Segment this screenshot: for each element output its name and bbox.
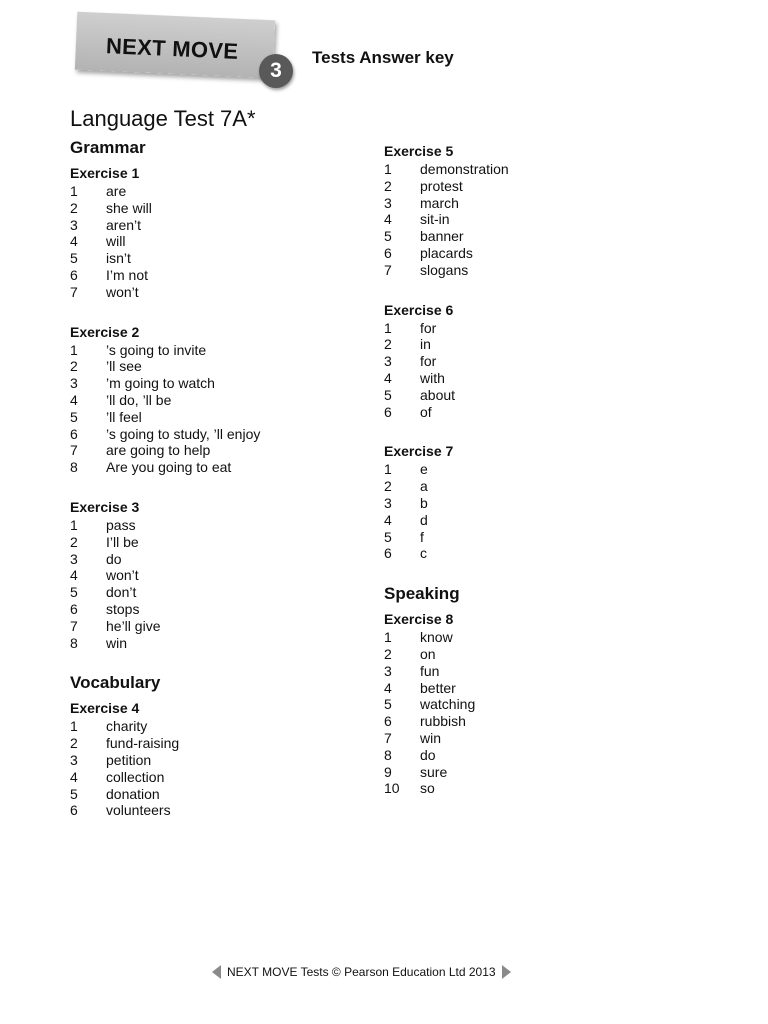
- item-number: 9: [384, 763, 392, 780]
- footer: [212, 963, 512, 981]
- item-number: 1: [70, 718, 78, 735]
- answer-row: [70, 551, 370, 568]
- answer-text: do: [420, 746, 436, 763]
- answer-text: for: [420, 353, 437, 370]
- item-number: 6: [70, 600, 78, 617]
- item-number: 2: [70, 533, 78, 550]
- answer-text: fun: [420, 662, 440, 679]
- exercise-title: Exercise 6: [384, 301, 454, 318]
- item-number: 7: [70, 617, 78, 634]
- item-number: 5: [70, 250, 78, 267]
- answer-row: [70, 392, 370, 409]
- answer-row: [70, 786, 370, 803]
- answer-text: are: [106, 183, 127, 199]
- answer-text: I’m not: [106, 266, 149, 283]
- answer-text: she will: [106, 199, 152, 216]
- answer-row: [70, 375, 370, 392]
- answer-text: know: [420, 629, 453, 646]
- item-number: 4: [384, 369, 392, 386]
- answer-text: do: [106, 550, 122, 567]
- answer-text: ’m going to watch: [106, 375, 215, 392]
- answer-text: so: [420, 780, 435, 797]
- answer-row: [384, 495, 684, 512]
- answer-text: stops: [106, 600, 140, 617]
- item-number: 4: [384, 511, 392, 528]
- item-number: 6: [70, 802, 78, 819]
- exercise-3: [70, 498, 370, 651]
- answer-text: for: [420, 319, 437, 336]
- item-number: 7: [384, 261, 392, 278]
- item-number: 3: [70, 375, 78, 392]
- item-number: 4: [70, 768, 78, 785]
- answer-row: [70, 635, 370, 652]
- answer-text: protest: [420, 177, 463, 194]
- answer-text: I’ll be: [106, 533, 139, 550]
- item-number: 6: [384, 403, 392, 420]
- item-number: 2: [384, 177, 392, 194]
- answer-text: d: [420, 511, 428, 528]
- answer-text: on: [420, 645, 436, 662]
- answer-text: of: [420, 403, 432, 420]
- answer-row: [70, 718, 370, 735]
- exercise-title: Exercise 3: [70, 498, 140, 515]
- left-column: [70, 138, 370, 819]
- item-number: 5: [384, 228, 392, 245]
- answer-row: [384, 404, 684, 421]
- answer-text: ’s going to study, ’ll enjoy: [106, 425, 261, 442]
- answer-text: win: [106, 634, 128, 651]
- answer-text: ’ll see: [106, 358, 142, 375]
- item-number: 1: [384, 319, 392, 336]
- answer-text: win: [420, 729, 442, 746]
- answer-row: [384, 320, 684, 337]
- answer-text: watching: [420, 696, 476, 713]
- answer-row: [384, 461, 684, 478]
- answer-text: petition: [106, 751, 152, 768]
- answer-text: ’ll do, ’ll be: [106, 391, 172, 408]
- grammar-heading: Grammar: [70, 138, 146, 157]
- item-number: 1: [70, 183, 78, 199]
- answer-row: [70, 426, 370, 443]
- answer-row: [384, 336, 684, 353]
- item-number: 7: [384, 729, 392, 746]
- answer-row: [70, 250, 370, 267]
- answer-row: [384, 478, 684, 495]
- item-number: 5: [70, 408, 78, 425]
- previous-page-icon[interactable]: [212, 965, 221, 979]
- answer-row: [384, 713, 684, 730]
- answer-text: he’ll give: [106, 617, 161, 634]
- next-move-logo: [76, 14, 296, 90]
- exercise-title: Exercise 7: [384, 443, 454, 460]
- answer-row: [384, 545, 684, 562]
- item-number: 6: [70, 425, 78, 442]
- answer-text: won’t: [106, 283, 139, 300]
- answer-text: donation: [106, 785, 160, 802]
- answer-row: [70, 618, 370, 635]
- item-number: 2: [70, 199, 78, 216]
- header-title: Tests Answer key: [312, 48, 454, 67]
- item-number: 3: [384, 353, 392, 370]
- answer-text: isn’t: [106, 250, 131, 267]
- answer-row: [70, 567, 370, 584]
- item-number: 4: [384, 679, 392, 696]
- answer-text: aren’t: [106, 216, 142, 233]
- item-number: 5: [384, 528, 392, 545]
- answer-text: slogans: [420, 261, 469, 278]
- answer-row: [70, 358, 370, 375]
- answer-text: are going to help: [106, 442, 211, 459]
- item-number: 4: [384, 211, 392, 228]
- answer-row: [384, 211, 684, 228]
- exercise-title: Exercise 4: [70, 700, 140, 717]
- answer-text: b: [420, 494, 428, 511]
- answer-row: [384, 663, 684, 680]
- answer-row: [384, 178, 684, 195]
- item-number: 8: [384, 746, 392, 763]
- footer-text: NEXT MOVE Tests © Pearson Education Ltd 2013: [227, 965, 496, 979]
- answer-row: [70, 267, 370, 284]
- answer-row: [70, 584, 370, 601]
- item-number: 5: [70, 785, 78, 802]
- answer-text: charity: [106, 718, 148, 735]
- answer-text: pass: [106, 516, 136, 533]
- answer-row: [70, 200, 370, 217]
- answer-row: [70, 517, 370, 534]
- answer-row: [70, 409, 370, 426]
- item-number: 2: [384, 645, 392, 662]
- answer-text: banner: [420, 228, 464, 245]
- answer-text: c: [420, 545, 427, 562]
- answer-row: [70, 459, 370, 476]
- item-number: 6: [70, 266, 78, 283]
- answer-text: ’s going to invite: [106, 341, 207, 358]
- answer-text: sure: [420, 763, 448, 780]
- answer-text: will: [106, 233, 126, 250]
- answer-row: [70, 442, 370, 459]
- answer-text: placards: [420, 244, 473, 261]
- answer-text: volunteers: [106, 802, 171, 819]
- exercise-1: [70, 164, 370, 301]
- item-number: 3: [70, 751, 78, 768]
- answer-text: won’t: [106, 567, 139, 584]
- item-number: 4: [70, 391, 78, 408]
- exercise-4: [70, 699, 370, 819]
- answer-row: [70, 342, 370, 359]
- answer-row: [384, 646, 684, 663]
- answer-text: a: [420, 478, 428, 495]
- answer-row: [70, 752, 370, 769]
- answer-text: about: [420, 386, 456, 403]
- answer-text: march: [420, 194, 459, 211]
- answer-row: [70, 284, 370, 301]
- item-number: 5: [384, 386, 392, 403]
- item-number: 4: [70, 233, 78, 250]
- item-number: 8: [70, 459, 78, 476]
- item-number: 10: [384, 780, 400, 797]
- answer-text: Are you going to eat: [106, 459, 232, 476]
- answer-row: [384, 370, 684, 387]
- item-number: 1: [384, 461, 392, 478]
- vocabulary-heading: Vocabulary: [70, 673, 161, 693]
- exercise-title: Exercise 8: [384, 611, 454, 628]
- answer-row: [384, 228, 684, 245]
- item-number: 3: [70, 550, 78, 567]
- exercise-2: [70, 323, 370, 476]
- item-number: 7: [70, 442, 78, 459]
- answer-row: [70, 769, 370, 786]
- answer-text: sit-in: [420, 211, 450, 228]
- speaking-heading: Speaking: [384, 584, 460, 604]
- item-number: 2: [384, 478, 392, 495]
- item-number: 2: [70, 735, 78, 752]
- answer-text: don’t: [106, 584, 137, 601]
- item-number: 7: [70, 283, 78, 300]
- answer-row: [384, 245, 684, 262]
- answer-row: [384, 629, 684, 646]
- exercise-8: [384, 610, 684, 797]
- item-number: 1: [70, 516, 78, 533]
- exercise-6: [384, 301, 684, 421]
- answer-row: [384, 353, 684, 370]
- answer-row: [384, 387, 684, 404]
- level-badge: 3: [259, 54, 293, 88]
- answer-row: [70, 601, 370, 618]
- item-number: 6: [384, 713, 392, 730]
- answer-row: [70, 217, 370, 234]
- answer-text: demonstration: [420, 161, 509, 177]
- answer-row: [70, 233, 370, 250]
- item-number: 3: [70, 216, 78, 233]
- exercise-title: Exercise 1: [70, 165, 140, 181]
- answer-row: [384, 161, 684, 178]
- item-number: 6: [384, 244, 392, 261]
- answer-row: [384, 529, 684, 546]
- item-number: 3: [384, 194, 392, 211]
- item-number: 2: [70, 358, 78, 375]
- answer-row: [384, 764, 684, 781]
- logo-text: NEXT MOVE: [105, 33, 239, 64]
- answer-row: [384, 780, 684, 797]
- answer-row: [384, 262, 684, 279]
- exercise-5: [384, 142, 684, 279]
- right-column: [384, 142, 684, 797]
- answer-row: [70, 183, 370, 200]
- answer-text: with: [420, 369, 445, 386]
- answer-text: fund-raising: [106, 735, 180, 752]
- item-number: 4: [70, 567, 78, 584]
- answer-text: collection: [106, 768, 165, 785]
- item-number: 2: [384, 336, 392, 353]
- exercise-7: [384, 442, 684, 562]
- page-title: Language Test 7A*: [70, 106, 256, 131]
- answer-text: rubbish: [420, 713, 466, 730]
- item-number: 1: [70, 341, 78, 358]
- item-number: 5: [384, 696, 392, 713]
- item-number: 5: [70, 584, 78, 601]
- answer-row: [384, 747, 684, 764]
- item-number: 1: [384, 629, 392, 646]
- answer-text: ’ll feel: [106, 408, 142, 425]
- exercise-title: Exercise 2: [70, 323, 140, 340]
- answer-row: [384, 730, 684, 747]
- answer-row: [70, 802, 370, 819]
- answer-row: [384, 195, 684, 212]
- answer-row: [70, 735, 370, 752]
- item-number: 8: [70, 634, 78, 651]
- answer-text: in: [420, 336, 431, 353]
- answer-row: [384, 696, 684, 713]
- answer-row: [384, 680, 684, 697]
- answer-row: [70, 534, 370, 551]
- answer-text: e: [420, 461, 428, 478]
- item-number: 6: [384, 545, 392, 562]
- item-number: 3: [384, 494, 392, 511]
- answer-text: better: [420, 679, 456, 696]
- exercise-title: Exercise 5: [384, 143, 454, 159]
- item-number: 3: [384, 662, 392, 679]
- answer-row: [384, 512, 684, 529]
- item-number: 1: [384, 161, 392, 177]
- answer-text: f: [420, 528, 424, 545]
- next-page-icon[interactable]: [502, 965, 511, 979]
